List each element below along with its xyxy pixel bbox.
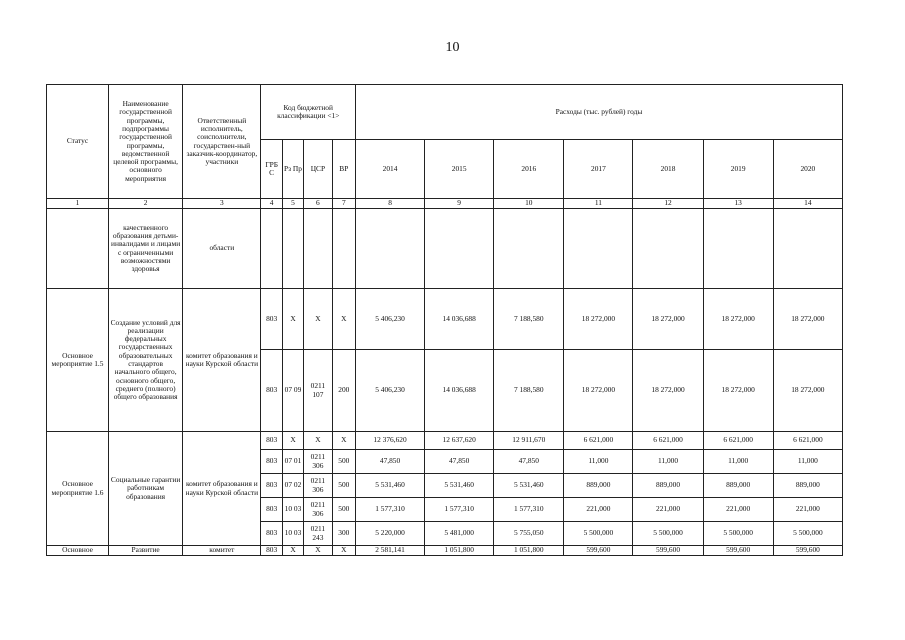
vr-cell: X xyxy=(332,546,355,556)
value-cell: 6 621,000 xyxy=(564,432,633,450)
name-cell: качественного образования детьми-инвалидами и лицами с ограниченными возможностями здоровья xyxy=(109,209,183,289)
column-number: 6 xyxy=(304,199,332,209)
page-number: 10 xyxy=(445,40,460,55)
csr-cell: 0211 306 xyxy=(304,498,332,522)
value-cell: 221,000 xyxy=(703,498,773,522)
budget-table xyxy=(46,84,843,556)
value-cell: 18 272,000 xyxy=(703,289,773,350)
value-cell: 14 036,688 xyxy=(425,350,494,432)
vr-cell: X xyxy=(332,289,355,350)
column-number: 5 xyxy=(282,199,303,209)
vr-cell: 500 xyxy=(332,498,355,522)
value-cell: 5 481,000 xyxy=(425,522,494,546)
value-cell: 47,850 xyxy=(355,450,424,474)
column-number: 7 xyxy=(332,199,355,209)
header-year: 2018 xyxy=(633,140,703,199)
value-cell: 1 577,310 xyxy=(425,498,494,522)
grbs-cell: 803 xyxy=(261,498,282,522)
column-number: 1 xyxy=(47,199,109,209)
value-cell: 12 637,620 xyxy=(425,432,494,450)
rzpr-cell: 07 01 xyxy=(282,450,303,474)
table-row xyxy=(47,432,843,450)
value-cell: 5 531,460 xyxy=(494,474,564,498)
csr-cell: X xyxy=(304,546,332,556)
value-cell: 5 755,050 xyxy=(494,522,564,546)
grbs-cell: 803 xyxy=(261,546,282,556)
executor-cell: комитет xyxy=(183,546,261,556)
header-vr: ВР xyxy=(332,140,355,199)
column-numbers-row xyxy=(47,199,843,209)
header-year: 2017 xyxy=(564,140,633,199)
header-year: 2016 xyxy=(494,140,564,199)
csr-cell: 0211 243 xyxy=(304,522,332,546)
status-cell: Основное мероприятие 1.6 xyxy=(47,432,109,546)
value-cell: 1 577,310 xyxy=(355,498,424,522)
header-budget-code: Код бюджетной классификации <1> xyxy=(261,85,356,140)
value-cell: 1 051,800 xyxy=(494,546,564,556)
value-cell: 5 500,000 xyxy=(564,522,633,546)
rzpr-cell: 07 09 xyxy=(282,350,303,432)
header-executor: Ответственный исполнитель, соисполнители, государствен-ный заказчик-координатор, участники xyxy=(183,85,261,199)
vr-cell: 500 xyxy=(332,450,355,474)
value-cell: 18 272,000 xyxy=(773,350,842,432)
value-cell: 6 621,000 xyxy=(773,432,842,450)
column-number: 2 xyxy=(109,199,183,209)
grbs-cell: 803 xyxy=(261,450,282,474)
header-year: 2019 xyxy=(703,140,773,199)
rzpr-cell: 07 02 xyxy=(282,474,303,498)
value-cell: 18 272,000 xyxy=(564,350,633,432)
rzpr-cell: X xyxy=(282,432,303,450)
name-cell: Развитие xyxy=(109,546,183,556)
header-rzpr: Рз Пр xyxy=(282,140,303,199)
value-cell: 889,000 xyxy=(564,474,633,498)
value-cell: 11,000 xyxy=(773,450,842,474)
value-cell: 12 376,620 xyxy=(355,432,424,450)
header-year: 2015 xyxy=(425,140,494,199)
value-cell: 2 581,141 xyxy=(355,546,424,556)
column-number: 12 xyxy=(633,199,703,209)
column-number: 8 xyxy=(355,199,424,209)
value-cell: 18 272,000 xyxy=(773,289,842,350)
header-year: 2020 xyxy=(773,140,842,199)
executor-cell: комитет образования и науки Курской области xyxy=(183,289,261,432)
rzpr-cell: X xyxy=(282,289,303,350)
name-cell: Создание условий для реализации федеральных государственных образовательных стандартов начального общего, основного общего, среднего (полного) общего образования xyxy=(109,289,183,432)
status-cell: Основное xyxy=(47,546,109,556)
table-row xyxy=(47,546,843,556)
grbs-cell: 803 xyxy=(261,474,282,498)
grbs-cell: 803 xyxy=(261,432,282,450)
value-cell: 6 621,000 xyxy=(703,432,773,450)
value-cell: 889,000 xyxy=(703,474,773,498)
value-cell: 221,000 xyxy=(633,498,703,522)
value-cell: 5 406,230 xyxy=(355,289,424,350)
value-cell: 5 500,000 xyxy=(633,522,703,546)
executor-cell: области xyxy=(183,209,261,289)
value-cell: 47,850 xyxy=(425,450,494,474)
value-cell: 599,600 xyxy=(564,546,633,556)
table-row xyxy=(47,289,843,350)
column-number: 14 xyxy=(773,199,842,209)
csr-cell: 0211 107 xyxy=(304,350,332,432)
value-cell: 5 406,230 xyxy=(355,350,424,432)
vr-cell: X xyxy=(332,432,355,450)
header-expenses: Расходы (тыс. рублей) годы xyxy=(355,85,842,140)
column-number: 10 xyxy=(494,199,564,209)
executor-cell: комитет образования и науки Курской области xyxy=(183,432,261,546)
value-cell: 18 272,000 xyxy=(633,350,703,432)
value-cell: 5 220,000 xyxy=(355,522,424,546)
value-cell: 599,600 xyxy=(633,546,703,556)
column-number: 3 xyxy=(183,199,261,209)
value-cell: 599,600 xyxy=(703,546,773,556)
value-cell: 5 500,000 xyxy=(773,522,842,546)
csr-cell: X xyxy=(304,289,332,350)
value-cell: 889,000 xyxy=(773,474,842,498)
value-cell: 11,000 xyxy=(633,450,703,474)
column-number: 9 xyxy=(425,199,494,209)
header-csr: ЦСР xyxy=(304,140,332,199)
value-cell: 5 531,460 xyxy=(355,474,424,498)
value-cell: 599,600 xyxy=(773,546,842,556)
value-cell: 11,000 xyxy=(703,450,773,474)
value-cell: 6 621,000 xyxy=(633,432,703,450)
header-year: 2014 xyxy=(355,140,424,199)
rzpr-cell: 10 03 xyxy=(282,498,303,522)
column-number: 4 xyxy=(261,199,282,209)
status-cell xyxy=(47,209,109,289)
value-cell: 12 911,670 xyxy=(494,432,564,450)
rzpr-cell: 10 03 xyxy=(282,522,303,546)
value-cell: 889,000 xyxy=(633,474,703,498)
vr-cell: 300 xyxy=(332,522,355,546)
table-row xyxy=(47,209,843,289)
value-cell: 221,000 xyxy=(773,498,842,522)
grbs-cell: 803 xyxy=(261,289,282,350)
grbs-cell: 803 xyxy=(261,522,282,546)
header-name: Наименование государственной программы, подпрограммы государственной программы, ведомственной целевой программы, основного мероприятия xyxy=(109,85,183,199)
value-cell: 18 272,000 xyxy=(564,289,633,350)
value-cell: 5 500,000 xyxy=(703,522,773,546)
value-cell: 18 272,000 xyxy=(633,289,703,350)
value-cell: 14 036,688 xyxy=(425,289,494,350)
value-cell: 221,000 xyxy=(564,498,633,522)
header-grbs: ГРБ С xyxy=(261,140,282,199)
name-cell: Социальные гарантии работникам образования xyxy=(109,432,183,546)
header-status: Статус xyxy=(47,85,109,199)
vr-cell: 500 xyxy=(332,474,355,498)
csr-cell: X xyxy=(304,432,332,450)
column-number: 13 xyxy=(703,199,773,209)
value-cell: 7 188,580 xyxy=(494,289,564,350)
value-cell: 5 531,460 xyxy=(425,474,494,498)
column-number: 11 xyxy=(564,199,633,209)
csr-cell: 0211 306 xyxy=(304,450,332,474)
value-cell: 7 188,580 xyxy=(494,350,564,432)
value-cell: 1 577,310 xyxy=(494,498,564,522)
value-cell: 11,000 xyxy=(564,450,633,474)
grbs-cell: 803 xyxy=(261,350,282,432)
value-cell: 18 272,000 xyxy=(703,350,773,432)
status-cell: Основное мероприятие 1.5 xyxy=(47,289,109,432)
value-cell: 47,850 xyxy=(494,450,564,474)
rzpr-cell: X xyxy=(282,546,303,556)
value-cell: 1 051,800 xyxy=(425,546,494,556)
vr-cell: 200 xyxy=(332,350,355,432)
csr-cell: 0211 306 xyxy=(304,474,332,498)
